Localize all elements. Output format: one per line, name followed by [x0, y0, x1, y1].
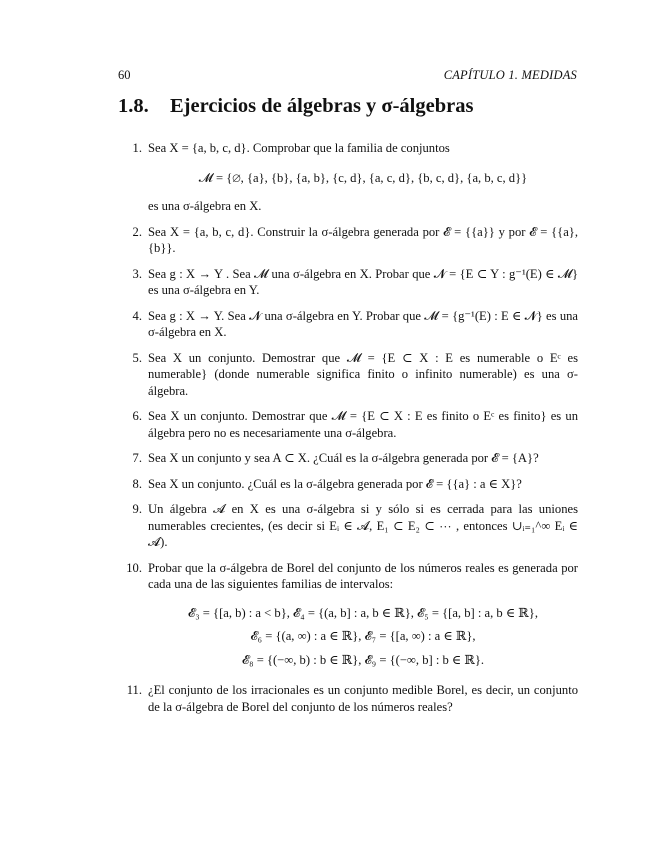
exercise-list	[126, 140, 578, 724]
exercise-11	[126, 682, 578, 715]
exercise-text: Sea X un conjunto y sea A ⊂ X. ¿Cuál es la σ-álgebra generada por 𝓔 = {A}?	[148, 451, 539, 465]
exercise-text: Sea X un conjunto. ¿Cuál es la σ-álgebra generada por 𝓔 = {{a} : a ∈ X}?	[148, 476, 522, 491]
exercise-9	[132, 501, 578, 551]
exercise-number: 10.	[126, 560, 142, 575]
exercise-text: Sea X = {a, b, c, d}. Construir la σ-álgebra generada por 𝓔 = {{a}} y por 𝓔 = {{a}, {b}}.	[148, 224, 578, 255]
running-header	[118, 68, 577, 83]
exercise-text: Probar que la σ-álgebra de Borel del conjunto de los números reales es generada por cada una de las siguientes familias de intervalos:	[148, 560, 578, 591]
exercise-text: ¿El conjunto de los irracionales es un conjunto medible Borel, es decir, un conjunto de la σ-álgebra de Borel del conjunto de los números reales?	[148, 683, 578, 714]
exercise-1	[132, 140, 578, 215]
display-equation: 𝓔₆ = {(a, ∞) : a ∈ ℝ}, 𝓔₇ = {[a, ∞) : a ∈ ℝ},	[250, 629, 476, 643]
exercise-number: 11.	[126, 683, 142, 697]
exercise-8	[132, 476, 578, 493]
exercise-number: 6.	[132, 409, 142, 423]
exercise-number: 7.	[132, 451, 142, 465]
exercise-text: Sea g : X → Y . Sea 𝓜 una σ-álgebra en X. Probar que 𝓝 = {E ⊂ Y : g⁻¹(E) ∈ 𝓜} es una σ-álgebra en Y.	[148, 266, 578, 297]
exercise-text: Sea X un conjunto. Demostrar que 𝓜 = {E ⊂ X : E es finito o Eᶜ es finito} es un álgebra pero no es necesariamente una σ-álgebra.	[148, 409, 578, 440]
display-equation: 𝓜 = {∅, {a}, {b}, {a, b}, {c, d}, {a, c, d}, {b, c, d}, {a, b, c, d}}	[198, 170, 528, 185]
section-number: 1.8.	[118, 95, 149, 117]
section-title-text: Ejercicios de álgebras y σ-álgebras	[170, 95, 474, 117]
exercise-7	[132, 450, 578, 467]
exercise-10	[126, 560, 578, 669]
exercise-number: 5.	[132, 350, 142, 365]
exercise-number: 2.	[132, 224, 142, 239]
chapter-title: CAPÍTULO 1. MEDIDAS	[443, 68, 577, 82]
page-number: 60	[118, 68, 131, 82]
exercise-text: es una σ-álgebra en X.	[148, 199, 262, 213]
exercise-number: 3.	[132, 266, 142, 281]
exercise-number: 4.	[132, 308, 142, 323]
exercise-3	[132, 266, 578, 299]
exercise-2	[132, 224, 578, 257]
exercise-text: Sea g : X → Y. Sea 𝓝 una σ-álgebra en Y. Probar que 𝓜 = {g⁻¹(E) : E ∈ 𝓝} es una σ-álgebra en X.	[148, 308, 578, 339]
exercise-text: Sea X = {a, b, c, d}. Comprobar que la familia de conjuntos	[148, 141, 450, 155]
display-equation: 𝓔₃ = {[a, b) : a < b}, 𝓔₄ = {(a, b] : a, b ∈ ℝ}, 𝓔₅ = {[a, b] : a, b ∈ ℝ},	[188, 605, 538, 620]
section-title	[118, 95, 473, 118]
exercise-number: 8.	[132, 476, 142, 491]
exercise-number: 1.	[132, 141, 142, 155]
exercise-text: Sea X un conjunto. Demostrar que 𝓜 = {E ⊂ X : E es numerable o Eᶜ es numerable} (donde numerable significa finito o infinito numerable) es una σ-álgebra.	[148, 350, 578, 398]
exercise-text: Un álgebra 𝓐 en X es una σ-álgebra si y sólo si es cerrada para las uniones numerables crecientes, (es decir si Eᵢ ∈ 𝓐, E₁ ⊂ E₂ ⊂ ⋯ , entonces ∪ᵢ₌₁^∞ Eᵢ ∈ 𝓐).	[148, 502, 578, 549]
exercise-5	[132, 350, 578, 400]
display-equation-group	[148, 605, 578, 669]
exercise-4	[132, 308, 578, 341]
display-equation: 𝓔₈ = {(−∞, b) : b ∈ ℝ}, 𝓔₉ = {(−∞, b] : b ∈ ℝ}.	[241, 652, 485, 667]
exercise-6	[132, 408, 578, 441]
exercise-number: 9.	[132, 502, 142, 516]
